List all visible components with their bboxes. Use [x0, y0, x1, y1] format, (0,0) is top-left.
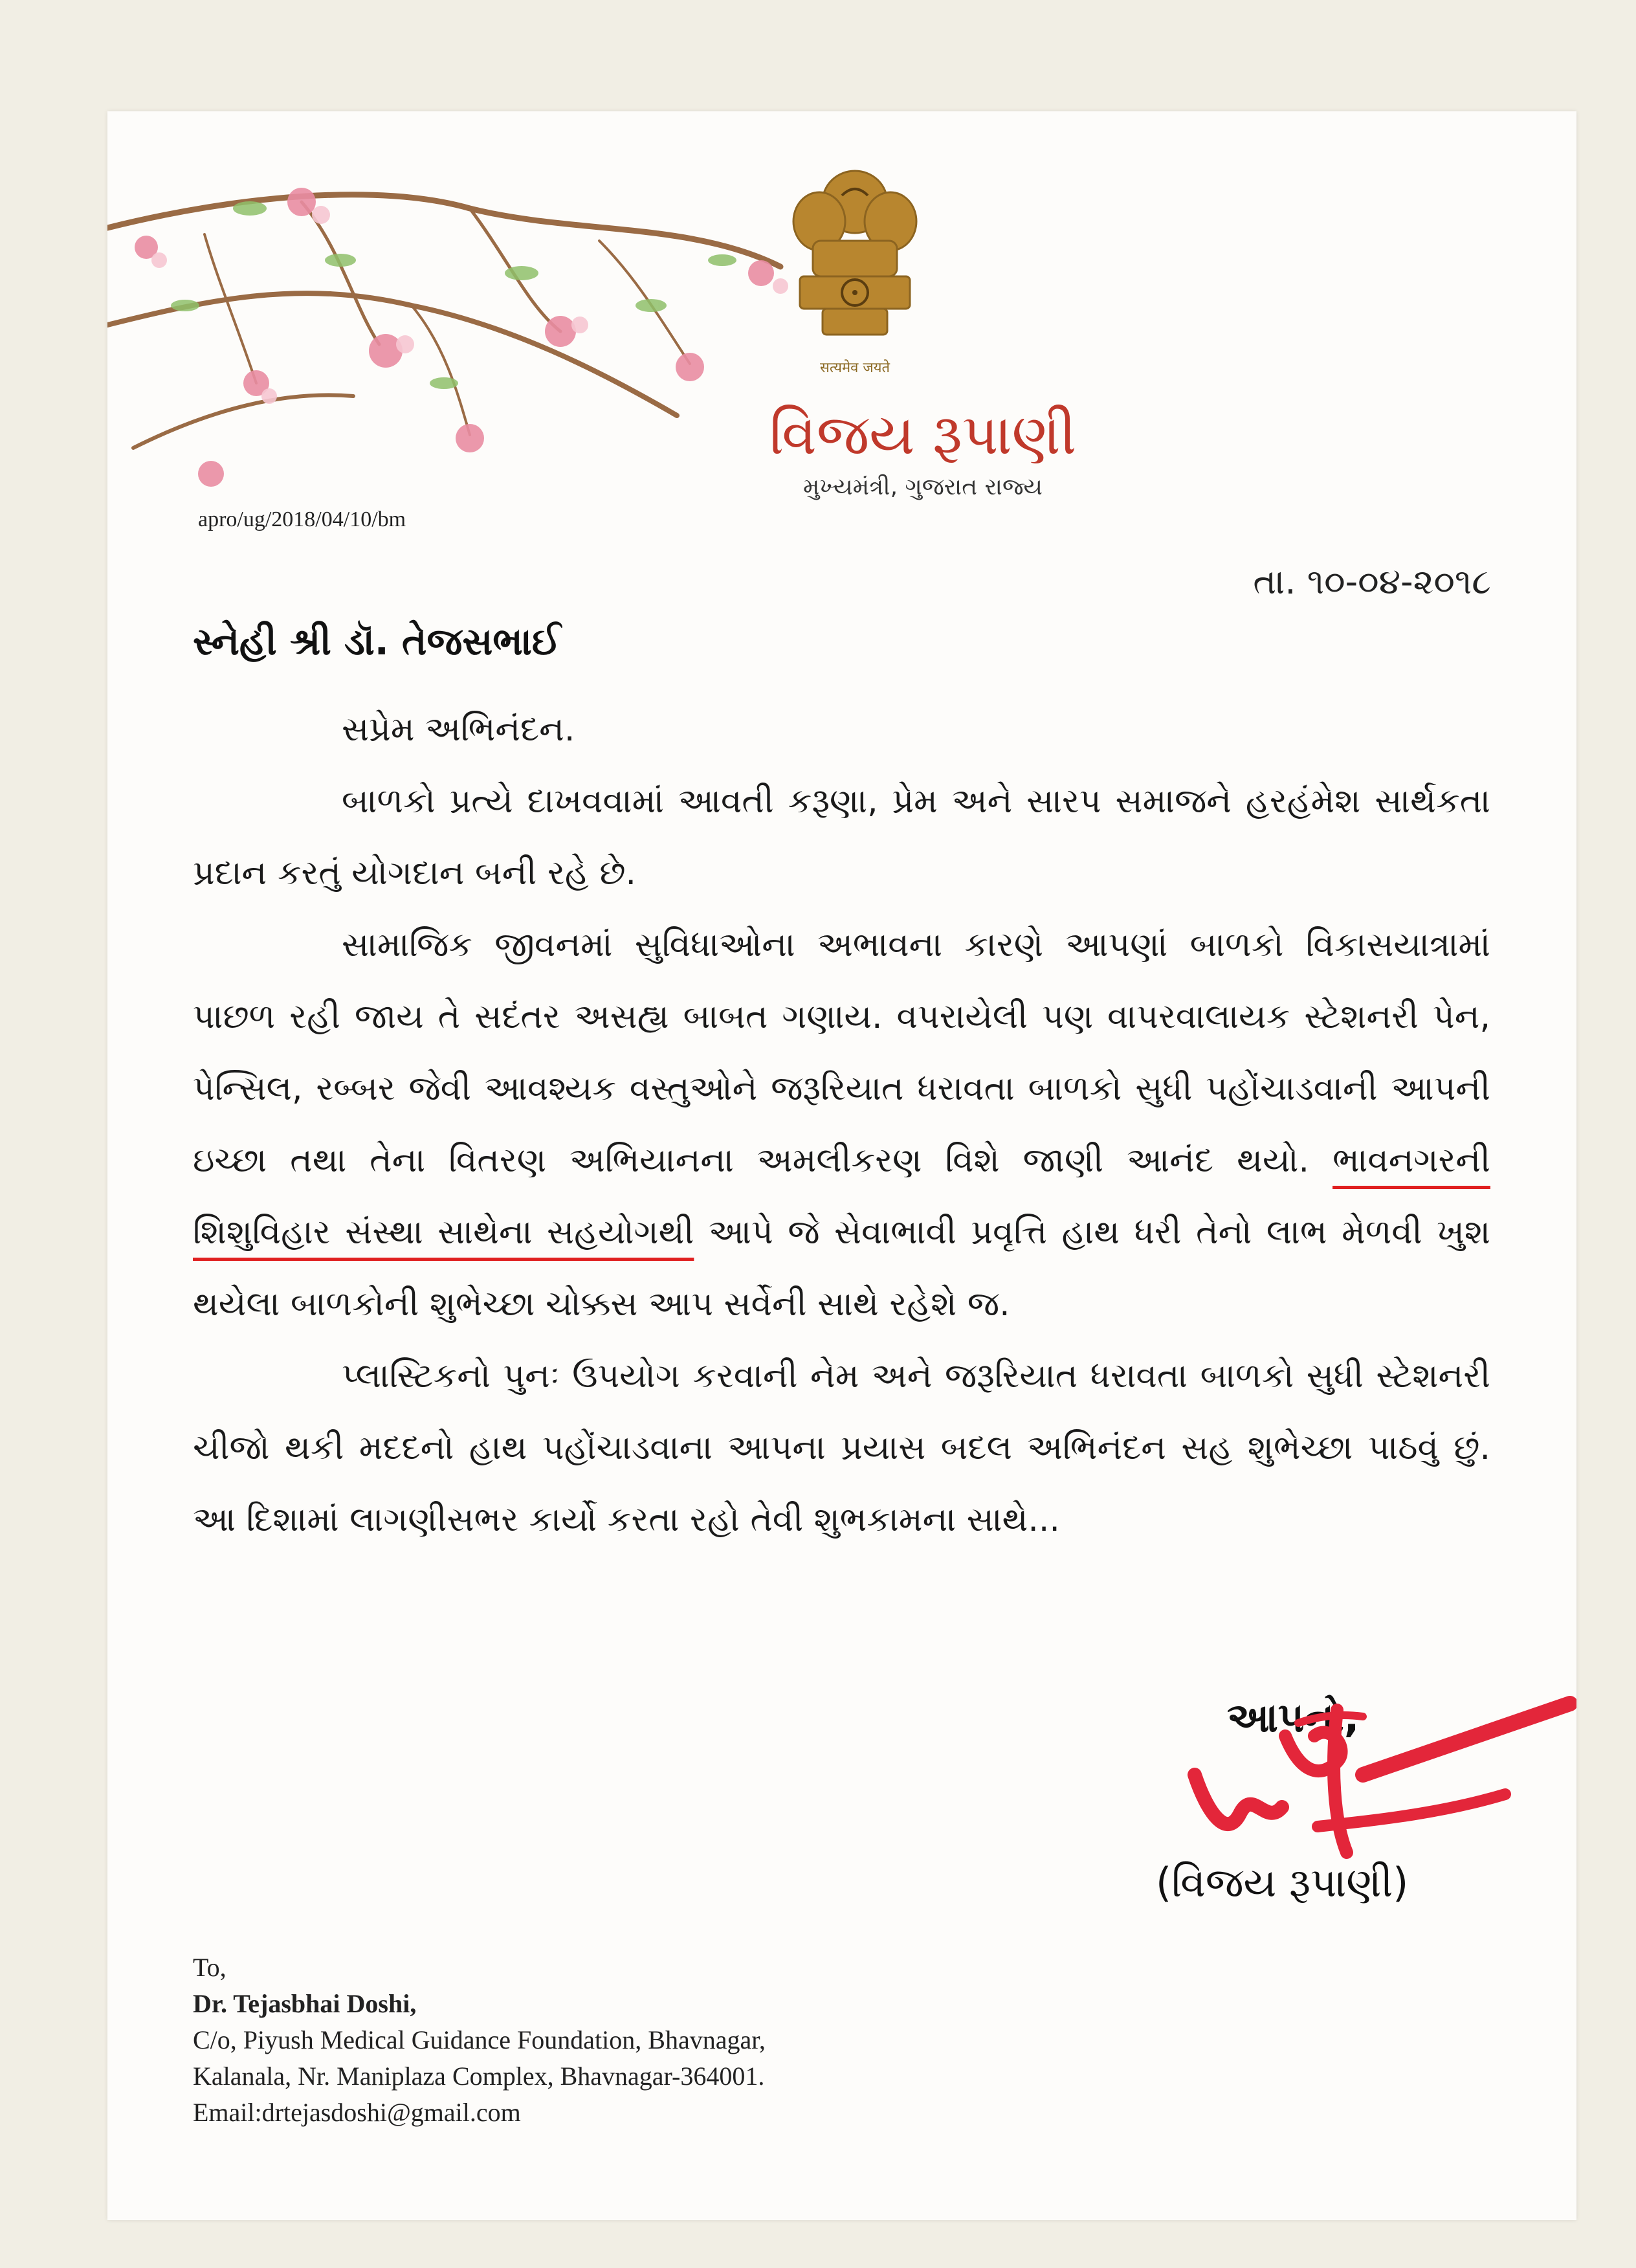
recipient-address	[193, 1950, 766, 2131]
letter-page	[107, 111, 1576, 2220]
salutation: સ્નેહી શ્રી ડૉ. તેજસભાઈ	[193, 619, 561, 663]
letter-body	[193, 694, 1490, 1556]
to-label: To,	[193, 1953, 227, 1982]
recipient-name: Dr. Tejasbhai Doshi,	[193, 1989, 417, 2018]
recipient-email: Email:drtejasdoshi@gmail.com	[193, 2098, 521, 2127]
address-line-2: Kalanala, Nr. Maniplaza Complex, Bhavnagar-364001.	[193, 2062, 765, 2091]
reference-number: apro/ug/2018/04/10/bm	[198, 507, 406, 531]
paragraph-2-continuation: આપે જે સેવાભાવી પ્રવૃત્તિ હાથ ધરી તેનો લાભ મેળવી ખુશ થયેલા બાળકોની શુભેચ્છા ચોક્કસ આપ સર્વેની સાથે રહેશે જ.	[193, 1213, 1491, 1324]
paragraph-greeting: સપ્રેમ અભિનંદન.	[342, 710, 575, 749]
paragraph-2-text: સામાજિક જીવનમાં સુવિધાઓના અભાવના કારણે આપણાં બાળકો વિકાસયાત્રામાં પાછળ રહી જાય તે સદંતર અસહ્ય બાબત ગણાય. વપરાયેલી પણ વાપરવાલાયક સ્ટેશનરી પેન, પેન્સિલ, રબ્બર જેવી આવશ્યક વસ્તુઓને જરૂરિયાત ધરાવતા બાળકો સુધી પહોંચાડવાની આપની ઇચ્છા તથા તેના વિતરણ અભિયાનના અમલીકરણ વિશે જાણી આનંદ થયો.	[193, 926, 1490, 1180]
closing-phrase: આપનો,	[1227, 1694, 1360, 1741]
paragraph-1: બાળકો પ્રત્યે દાખવવામાં આવતી કરૂણા, પ્રેમ અને સારપ સમાજને હરહંમેશ સાર્થકતા પ્રદાન કરતું યોગદાન બની રહે છે.	[193, 782, 1490, 893]
address-line-1: C/o, Piyush Medical Guidance Foundation, Bhavnagar,	[193, 2025, 766, 2054]
underlined-highlight: ભાવનગરની શિશુવિહાર સંસ્થા સાથેના સહયોગથી	[193, 1141, 1490, 1252]
signature-image	[1169, 1678, 1576, 1878]
national-emblem-icon	[774, 157, 936, 370]
emblem-motto: सत्यमेव जयते	[819, 360, 890, 376]
signatory-name: (વિજય રૂપાણી)	[1156, 1859, 1409, 1906]
letterhead-name: વિજય રૂપાણી	[769, 403, 1077, 467]
letterhead-title: મુખ્યમંત્રી, ગુજરાત રાજ્ય	[802, 474, 1043, 500]
paragraph-2	[193, 909, 1490, 1340]
paragraph-3: પ્લાસ્ટિકનો પુનઃ ઉપયોગ કરવાની નેમ અને જરૂરિયાત ધરાવતા બાળકો સુધી સ્ટેશનરી ચીજો થકી મદદનો હાથ પહોંચાડવાના આપના પ્રયાસ બદલ અભિનંદન સહ શુભેચ્છા પાઠવું છું. આ દિશામાં લાગણીસભર કાર્યો કરતા રહો તેવી શુભકામના સાથે...	[193, 1357, 1490, 1539]
letter-date: તા. ૧૦-૦૪-૨૦૧૮	[1253, 561, 1491, 602]
